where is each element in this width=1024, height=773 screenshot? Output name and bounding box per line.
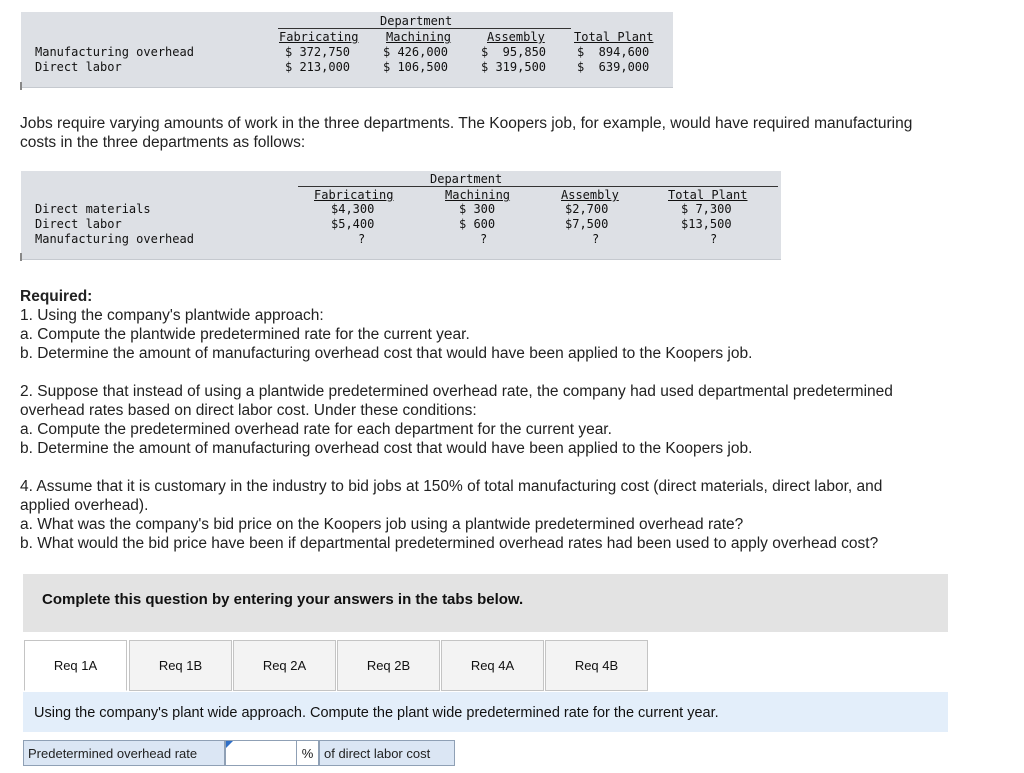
table2-col-machining: Machining [445, 188, 511, 202]
table1-row-label: Direct labor [35, 60, 122, 74]
table1-row-label: Manufacturing overhead [35, 45, 194, 59]
answer-label: Predetermined overhead rate [23, 740, 225, 766]
table2-cell: $ 600 [459, 217, 496, 231]
answer-panel-header [23, 574, 948, 632]
table1-cell: $ 213,000 [285, 60, 351, 74]
table1-header-rule [278, 28, 571, 29]
table2-col-assembly: Assembly [561, 188, 619, 202]
required-line: b. Determine the amount of manufacturing overhead cost that would have been applied to the Koopers job. [20, 345, 753, 362]
table1-cell: $ 426,000 [383, 45, 449, 59]
required-line: b. Determine the amount of manufacturing overhead cost that would have been applied to the Koopers job. [20, 440, 753, 457]
table2-cell: $4,300 [331, 202, 375, 216]
rate-input-container[interactable] [225, 740, 297, 766]
table1-cell: $ 639,000 [577, 60, 650, 74]
table1-col-total-plant: Total Plant [574, 30, 654, 44]
table1-col-assembly: Assembly [487, 30, 545, 44]
table2-cell: $ 300 [459, 202, 496, 216]
required-line: 1. Using the company's plantwide approach: [20, 307, 324, 324]
table2-cell: $13,500 [681, 217, 732, 231]
table1-department-header: Department [380, 14, 453, 28]
table1-cell: $ 95,850 [481, 45, 547, 59]
required-line: b. What would the bid price have been if departmental predetermined overhead rates had been used to apply overhead cost? [20, 535, 879, 552]
table2-cell: ? [480, 232, 488, 246]
tab-req-1a[interactable]: Req 1A [24, 640, 127, 691]
table1-cell: $ 319,500 [481, 60, 547, 74]
required-line: 4. Assume that it is customary in the industry to bid jobs at 150% of total manufacturing cost (direct materials, direct labor, and [20, 478, 883, 495]
input-flag-icon [226, 741, 233, 748]
tab-req-2a[interactable]: Req 2A [233, 640, 336, 691]
tab-req-4b[interactable]: Req 4B [545, 640, 648, 691]
table2-row-label: Direct labor [35, 217, 122, 231]
table2-col-total-plant: Total Plant [668, 188, 748, 202]
tab-req-1b[interactable]: Req 1B [129, 640, 232, 691]
required-line: a. Compute the predetermined overhead rate for each department for the current year. [20, 421, 612, 438]
table2-cell: ? [592, 232, 600, 246]
required-line: overhead rates based on direct labor cost. Under these conditions: [20, 402, 477, 419]
required-line: applied overhead). [20, 497, 149, 514]
intro-line: Jobs require varying amounts of work in the three departments. The Koopers job, for example, would have required manufacturing [20, 115, 913, 132]
required-line: a. Compute the plantwide predetermined rate for the current year. [20, 326, 470, 343]
tab-instruction: Using the company's plant wide approach. Compute the plant wide predetermined rate for the current year. [34, 705, 719, 721]
percent-unit: % [297, 740, 319, 766]
table2-cell: ? [710, 232, 718, 246]
table2-cell: $ 7,300 [681, 202, 732, 216]
table2-cell: $7,500 [565, 217, 609, 231]
table2-scroll-marker [20, 253, 22, 261]
table1-cell: $ 106,500 [383, 60, 449, 74]
table1-scroll-marker [20, 82, 22, 90]
table2-row-label: Manufacturing overhead [35, 232, 194, 246]
table1-cell: $ 894,600 [577, 45, 650, 59]
required-line: a. What was the company's bid price on the Koopers job using a plantwide predetermined overhead rate? [20, 516, 744, 533]
table2-col-fabricating: Fabricating [314, 188, 394, 202]
table2-cell: $5,400 [331, 217, 375, 231]
answer-suffix: of direct labor cost [319, 740, 455, 766]
table2-department-header: Department [430, 172, 503, 186]
table1-col-fabricating: Fabricating [279, 30, 359, 44]
table2-cell: ? [358, 232, 366, 246]
tab-req-4a[interactable]: Req 4A [441, 640, 544, 691]
table1-col-machining: Machining [386, 30, 452, 44]
tab-req-2b[interactable]: Req 2B [337, 640, 440, 691]
table2-row-label: Direct materials [35, 202, 151, 216]
intro-line: costs in the three departments as follows: [20, 134, 306, 151]
rate-input[interactable] [226, 741, 296, 765]
table2-cell: $2,700 [565, 202, 609, 216]
panel-title: Complete this question by entering your answers in the tabs below. [42, 591, 524, 608]
required-heading: Required: [20, 288, 93, 305]
tab-instruction-bar [23, 692, 948, 732]
required-line: 2. Suppose that instead of using a plantwide predetermined overhead rate, the company had used departmental predetermined [20, 383, 893, 400]
table2-header-rule [298, 186, 778, 187]
table1-cell: $ 372,750 [285, 45, 351, 59]
